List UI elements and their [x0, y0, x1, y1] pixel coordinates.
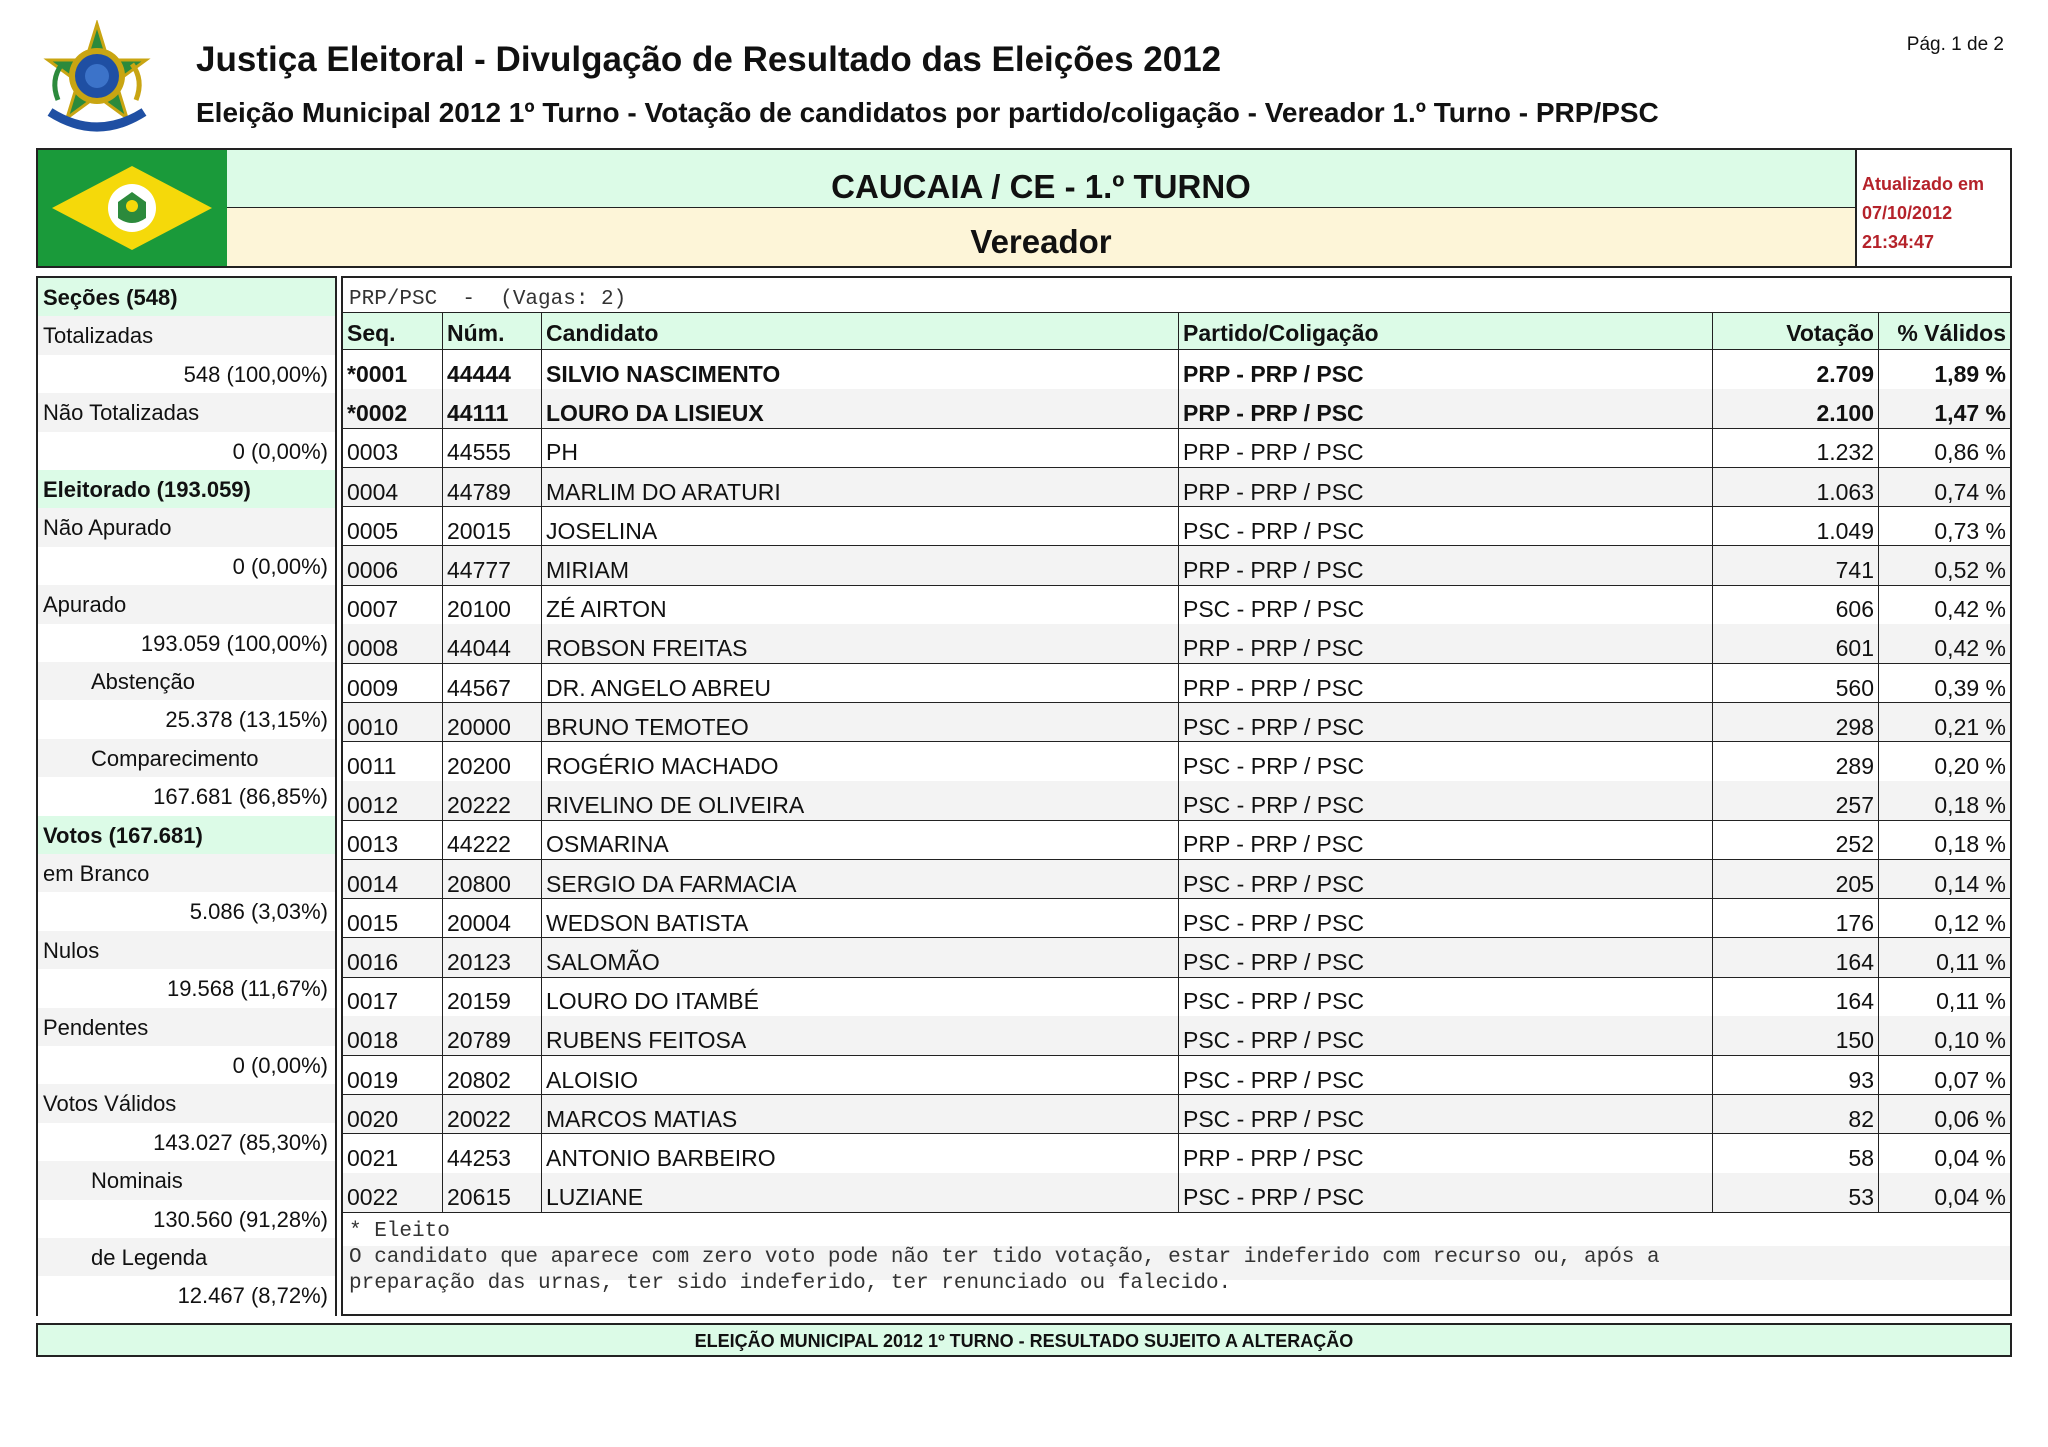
cell-number: 20222	[442, 781, 541, 820]
footnote-zero-votes: O candidato que aparece com zero voto pode não ter tido votação, estar indeferido com recurso ou, após a	[349, 1246, 1660, 1269]
cell-party: PRP - PRP / PSC	[1178, 389, 1712, 428]
table-row	[343, 703, 2010, 743]
cell-candidate: ROGÉRIO MACHADO	[541, 742, 1178, 781]
summary-value: 193.059 (100,00%)	[38, 624, 335, 664]
column-header-party: Partido/Coligação	[1178, 313, 1712, 349]
cell-votes: 252	[1712, 820, 1878, 859]
cell-candidate: MARLIM DO ARATURI	[541, 468, 1178, 507]
cell-candidate: RIVELINO DE OLIVEIRA	[541, 781, 1178, 820]
summary-label: em Branco	[38, 854, 335, 894]
cell-candidate: MIRIAM	[541, 546, 1178, 585]
cell-votes: 164	[1712, 977, 1878, 1016]
summary-value: 0 (0,00%)	[38, 1046, 335, 1086]
cell-number: 20800	[442, 860, 541, 899]
summary-value: 12.467 (8,72%)	[38, 1276, 335, 1316]
table-row	[343, 1095, 2010, 1135]
cell-candidate: BRUNO TEMOTEO	[541, 703, 1178, 742]
cell-valid-pct: 0,07 %	[1878, 1056, 2010, 1095]
summary-label: Comparecimento	[38, 739, 335, 779]
table-row	[343, 938, 2010, 978]
cell-votes: 601	[1712, 624, 1878, 663]
cell-party: PRP - PRP / PSC	[1178, 1134, 1712, 1173]
footnote-elected: * Eleito	[349, 1220, 450, 1243]
footnote-zero-votes-cont: preparação das urnas, ter sido indeferido, ter renunciado ou falecido.	[349, 1272, 1232, 1295]
cell-party: PRP - PRP / PSC	[1178, 664, 1712, 703]
cell-party: PSC - PRP / PSC	[1178, 899, 1712, 938]
cell-party: PSC - PRP / PSC	[1178, 977, 1712, 1016]
cell-valid-pct: 1,89 %	[1878, 350, 2010, 389]
summary-section-header: Votos (167.681)	[38, 816, 335, 856]
cell-number: 20022	[442, 1095, 541, 1134]
cell-party: PSC - PRP / PSC	[1178, 742, 1712, 781]
cell-votes: 289	[1712, 742, 1878, 781]
cell-party: PSC - PRP / PSC	[1178, 781, 1712, 820]
cell-seq: 0005	[347, 517, 399, 544]
results-header-box	[36, 148, 2012, 268]
cell-valid-pct: 0,11 %	[1878, 938, 2010, 977]
cell-valid-pct: 0,14 %	[1878, 860, 2010, 899]
cell-valid-pct: 0,18 %	[1878, 781, 2010, 820]
cell-seq: 0008	[347, 635, 399, 662]
table-row	[343, 781, 2010, 821]
table-row	[343, 1016, 2010, 1056]
cell-seq: 0021	[347, 1145, 399, 1171]
cell-valid-pct: 0,18 %	[1878, 820, 2010, 859]
column-header-votes: Votação	[1712, 313, 1878, 349]
table-row	[343, 507, 2010, 547]
cell-number: 20200	[442, 742, 541, 781]
cell-valid-pct: 0,42 %	[1878, 624, 2010, 663]
cell-valid-pct: 0,21 %	[1878, 703, 2010, 742]
cell-candidate: OSMARINA	[541, 820, 1178, 859]
cell-valid-pct: 1,47 %	[1878, 389, 2010, 428]
cell-valid-pct: 0,04 %	[1878, 1134, 2010, 1173]
summary-value: 0 (0,00%)	[38, 432, 335, 472]
cell-votes: 58	[1712, 1134, 1878, 1173]
cell-seq: 0004	[347, 478, 399, 505]
cell-number: 20615	[442, 1173, 541, 1212]
party-line: PRP/PSC - (Vagas: 2)	[349, 288, 627, 311]
cell-seq: *0001	[347, 361, 408, 387]
summary-label: Não Totalizadas	[38, 393, 335, 433]
cell-seq: 0017	[347, 988, 399, 1015]
cell-number: 20802	[442, 1056, 541, 1095]
cell-votes: 205	[1712, 860, 1878, 899]
summary-value: 167.681 (86,85%)	[38, 777, 335, 817]
cell-candidate: RUBENS FEITOSA	[541, 1016, 1178, 1055]
cell-seq: 0010	[347, 713, 399, 740]
table-row	[343, 546, 2010, 586]
cell-party: PSC - PRP / PSC	[1178, 860, 1712, 899]
cell-party: PRP - PRP / PSC	[1178, 350, 1712, 389]
table-row	[343, 1056, 2010, 1096]
summary-label: Não Apurado	[38, 508, 335, 548]
summary-label: Nulos	[38, 931, 335, 971]
summary-value: 0 (0,00%)	[38, 547, 335, 587]
cell-number: 20004	[442, 899, 541, 938]
cell-candidate: ALOISIO	[541, 1056, 1178, 1095]
update-label: Atualizado em	[1862, 174, 1985, 194]
cell-party: PRP - PRP / PSC	[1178, 546, 1712, 585]
city-row	[227, 150, 1855, 208]
cell-seq: 0019	[347, 1066, 399, 1093]
cell-party: PSC - PRP / PSC	[1178, 585, 1712, 624]
summary-label: Totalizadas	[38, 316, 335, 356]
table-header	[343, 312, 2010, 350]
cell-valid-pct: 0,04 %	[1878, 1173, 2010, 1212]
table-row	[343, 860, 2010, 900]
cell-party: PRP - PRP / PSC	[1178, 624, 1712, 663]
summary-label: Apurado	[38, 585, 335, 625]
cell-party: PSC - PRP / PSC	[1178, 1056, 1712, 1095]
cell-seq: 0022	[347, 1184, 399, 1211]
summary-label: de Legenda	[38, 1238, 335, 1278]
update-date: 07/10/2012	[1862, 203, 1953, 223]
table-row	[343, 350, 2010, 390]
table-row	[343, 389, 2010, 429]
cell-votes: 82	[1712, 1095, 1878, 1134]
ceara-flag-icon	[38, 150, 229, 266]
cell-seq: 0006	[347, 557, 399, 583]
cell-seq: 0020	[347, 1105, 399, 1132]
cell-candidate: ZÉ AIRTON	[541, 585, 1178, 624]
cell-seq: 0003	[347, 439, 399, 466]
table-row	[343, 899, 2010, 939]
cell-number: 20159	[442, 977, 541, 1016]
cell-candidate: ROBSON FREITAS	[541, 624, 1178, 663]
summary-section-header: Seções (548)	[38, 278, 335, 318]
cell-valid-pct: 0,42 %	[1878, 585, 2010, 624]
cell-candidate: JOSELINA	[541, 507, 1178, 546]
table-row	[343, 742, 2010, 782]
cell-party: PRP - PRP / PSC	[1178, 428, 1712, 467]
disclaimer-banner: ELEIÇÃO MUNICIPAL 2012 1º TURNO - RESULTADO SUJEITO A ALTERAÇÃO	[36, 1323, 2012, 1357]
cell-number: 44222	[442, 820, 541, 859]
summary-value: 130.560 (91,28%)	[38, 1200, 335, 1240]
table-row	[343, 428, 2010, 468]
cell-party: PSC - PRP / PSC	[1178, 1095, 1712, 1134]
cell-votes: 606	[1712, 585, 1878, 624]
summary-label: Abstenção	[38, 662, 335, 702]
cell-candidate: SALOMÃO	[541, 938, 1178, 977]
table-row	[343, 585, 2010, 625]
cell-number: 20100	[442, 585, 541, 624]
cell-valid-pct: 0,06 %	[1878, 1095, 2010, 1134]
cell-seq: 0015	[347, 909, 399, 936]
cell-number: 44777	[442, 546, 541, 585]
cell-number: 44044	[442, 624, 541, 663]
summary-section-header: Eleitorado (193.059)	[38, 470, 335, 510]
table-row	[343, 820, 2010, 860]
cell-candidate: SILVIO NASCIMENTO	[541, 350, 1178, 389]
cell-votes: 1.063	[1712, 468, 1878, 507]
cell-number: 20000	[442, 703, 541, 742]
cell-votes: 298	[1712, 703, 1878, 742]
office-title: Vereador	[970, 223, 1112, 260]
cell-valid-pct: 0,10 %	[1878, 1016, 2010, 1055]
summary-label: Pendentes	[38, 1008, 335, 1048]
cell-candidate: LUZIANE	[541, 1173, 1178, 1212]
office-row	[227, 208, 1855, 266]
table-row	[343, 664, 2010, 704]
cell-seq: 0014	[347, 870, 399, 897]
page-title: Justiça Eleitoral - Divulgação de Resultado das Eleições 2012	[196, 40, 1222, 79]
summary-value: 25.378 (13,15%)	[38, 700, 335, 740]
table-row	[343, 1173, 2010, 1213]
table-row	[343, 1134, 2010, 1174]
page-subtitle: Eleição Municipal 2012 1º Turno - Votação de candidatos por partido/coligação - Vereador 1.º Turno - PRP/PSC	[196, 97, 1659, 128]
cell-seq: *0002	[347, 400, 408, 427]
cell-seq: 0016	[347, 949, 399, 975]
cell-votes: 1.049	[1712, 507, 1878, 546]
cell-votes: 257	[1712, 781, 1878, 820]
footnotes	[343, 1212, 2010, 1314]
column-header-number: Núm.	[442, 313, 541, 349]
summary-value: 143.027 (85,30%)	[38, 1123, 335, 1163]
summary-panel	[36, 276, 337, 1316]
cell-seq: 0012	[347, 792, 399, 819]
cell-votes: 150	[1712, 1016, 1878, 1055]
cell-valid-pct: 0,74 %	[1878, 468, 2010, 507]
cell-candidate: PH	[541, 428, 1178, 467]
candidates-table	[341, 276, 2012, 1316]
cell-candidate: DR. ANGELO ABREU	[541, 664, 1178, 703]
table-row	[343, 624, 2010, 664]
summary-value: 548 (100,00%)	[38, 355, 335, 395]
cell-votes: 1.232	[1712, 428, 1878, 467]
cell-candidate: LOURO DO ITAMBÉ	[541, 977, 1178, 1016]
city-title: CAUCAIA / CE - 1.º TURNO	[831, 168, 1251, 205]
cell-party: PSC - PRP / PSC	[1178, 1173, 1712, 1212]
cell-seq: 0011	[347, 753, 397, 779]
cell-votes: 2.100	[1712, 389, 1878, 428]
table-row	[343, 468, 2010, 508]
cell-candidate: ANTONIO BARBEIRO	[541, 1134, 1178, 1173]
cell-number: 44567	[442, 664, 541, 703]
cell-party: PSC - PRP / PSC	[1178, 703, 1712, 742]
cell-party: PSC - PRP / PSC	[1178, 938, 1712, 977]
cell-number: 20015	[442, 507, 541, 546]
cell-seq: 0013	[347, 831, 399, 858]
cell-valid-pct: 0,73 %	[1878, 507, 2010, 546]
column-header-candidate: Candidato	[541, 313, 1178, 349]
cell-number: 20789	[442, 1016, 541, 1055]
cell-votes: 176	[1712, 899, 1878, 938]
cell-candidate: LOURO DA LISIEUX	[541, 389, 1178, 428]
cell-seq: 0009	[347, 674, 399, 701]
cell-candidate: WEDSON BATISTA	[541, 899, 1178, 938]
update-time: 21:34:47	[1862, 232, 1935, 252]
brazil-coat-of-arms-icon	[36, 20, 158, 142]
cell-number: 44789	[442, 468, 541, 507]
summary-value: 5.086 (3,03%)	[38, 892, 335, 932]
cell-votes: 164	[1712, 938, 1878, 977]
cell-number: 20123	[442, 938, 541, 977]
cell-valid-pct: 0,52 %	[1878, 546, 2010, 585]
cell-valid-pct: 0,20 %	[1878, 742, 2010, 781]
cell-party: PSC - PRP / PSC	[1178, 507, 1712, 546]
summary-label: Votos Válidos	[38, 1084, 335, 1124]
cell-party: PRP - PRP / PSC	[1178, 468, 1712, 507]
summary-label: Nominais	[38, 1161, 335, 1201]
cell-valid-pct: 0,39 %	[1878, 664, 2010, 703]
column-header-seq: Seq.	[347, 320, 396, 346]
cell-valid-pct: 0,12 %	[1878, 899, 2010, 938]
column-header-valid-pct: % Válidos	[1878, 313, 2010, 349]
cell-votes: 93	[1712, 1056, 1878, 1095]
cell-candidate: MARCOS MATIAS	[541, 1095, 1178, 1134]
cell-votes: 53	[1712, 1173, 1878, 1212]
cell-number: 44111	[442, 389, 541, 428]
page-number: Pág. 1 de 2	[1906, 34, 2004, 55]
cell-votes: 560	[1712, 664, 1878, 703]
cell-votes: 2.709	[1712, 350, 1878, 389]
cell-party: PRP - PRP / PSC	[1178, 820, 1712, 859]
cell-valid-pct: 0,86 %	[1878, 428, 2010, 467]
cell-party: PSC - PRP / PSC	[1178, 1016, 1712, 1055]
cell-seq: 0007	[347, 596, 399, 623]
cell-votes: 741	[1712, 546, 1878, 585]
cell-number: 44555	[442, 428, 541, 467]
table-row	[343, 977, 2010, 1017]
cell-valid-pct: 0,11 %	[1878, 977, 2010, 1016]
cell-seq: 0018	[347, 1027, 399, 1054]
cell-number: 44444	[442, 350, 541, 389]
cell-candidate: SERGIO DA FARMACIA	[541, 860, 1178, 899]
cell-number: 44253	[442, 1134, 541, 1173]
summary-value: 19.568 (11,67%)	[38, 969, 335, 1009]
update-info	[1855, 150, 2010, 266]
